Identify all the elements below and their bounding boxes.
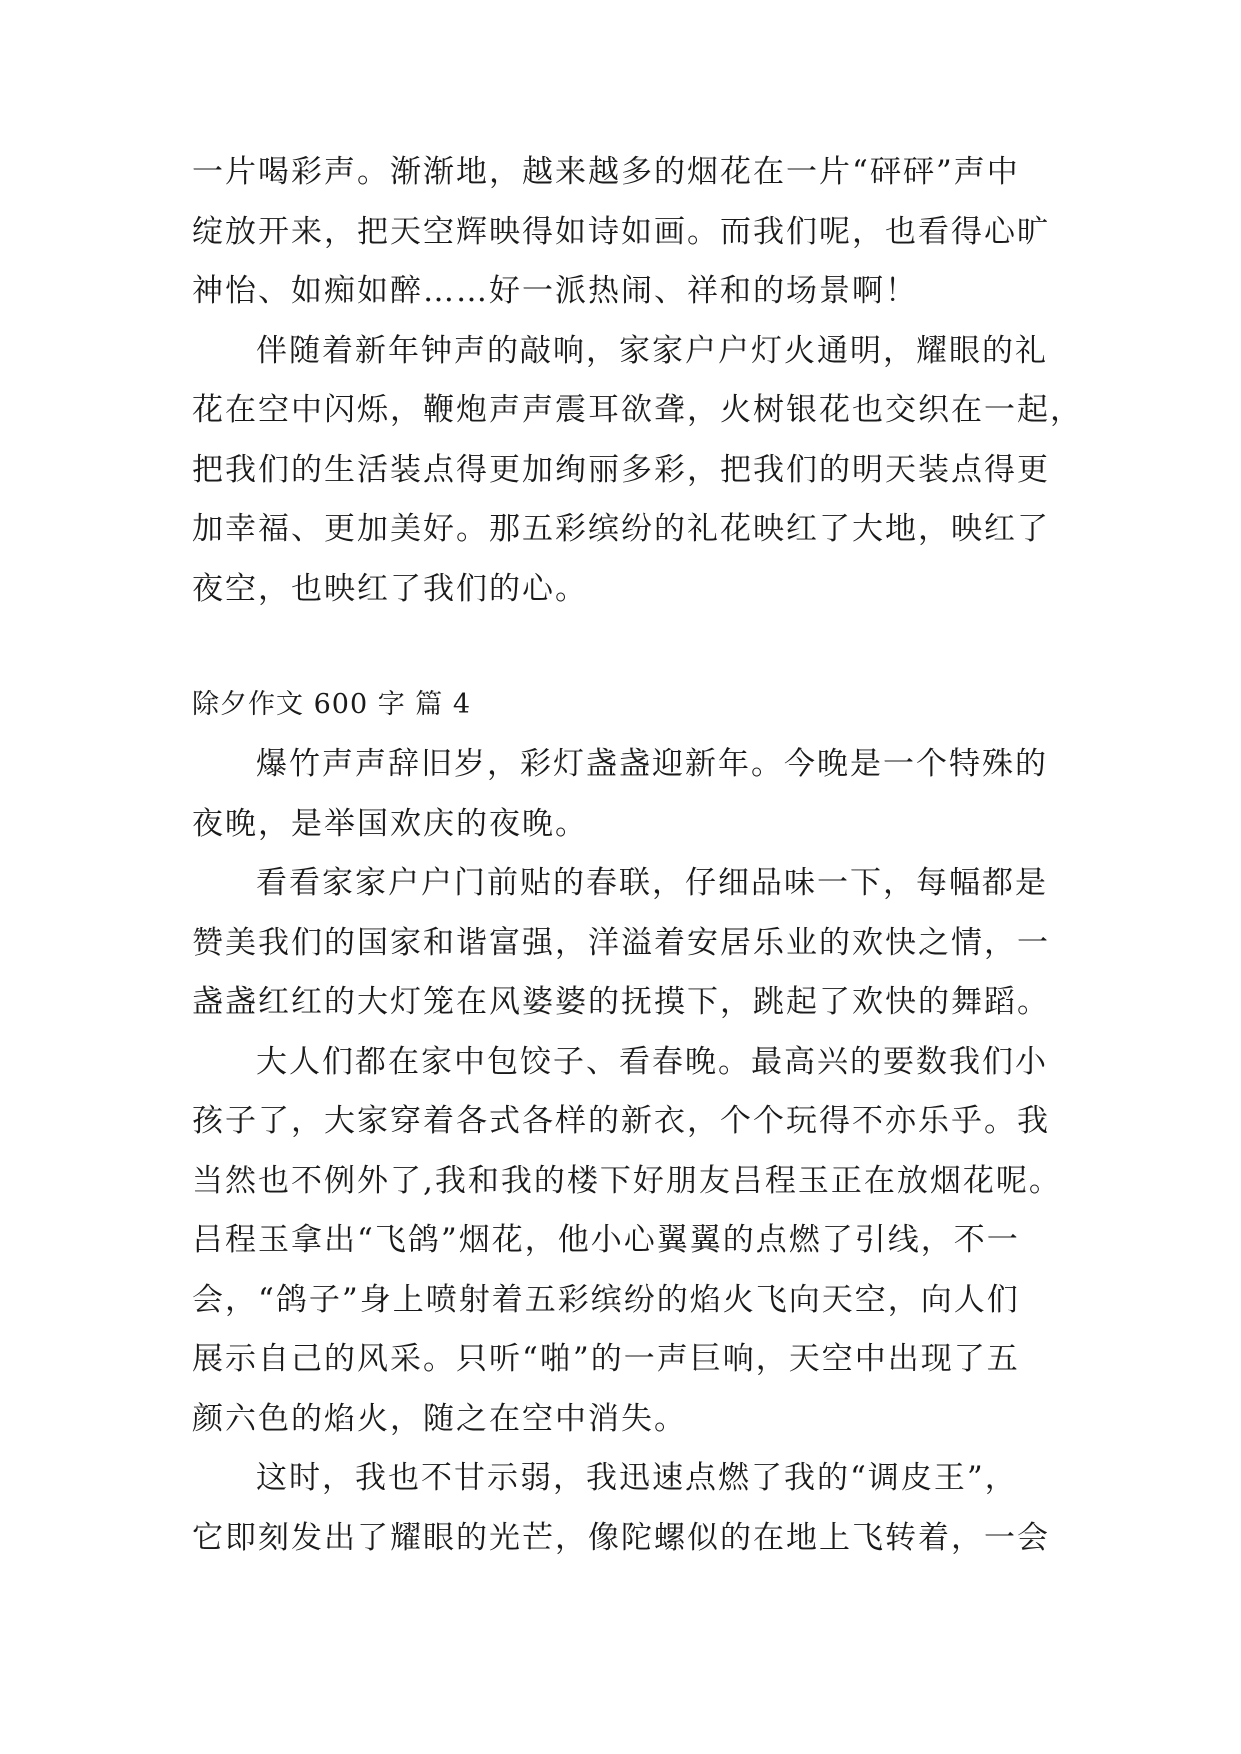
text-line: 赞美我们的国家和谐富强，洋溢着安居乐业的欢快之情，一 [192,925,1050,961]
paragraph-start-line: 看看家家户户门前贴的春联，仔细品味一下，每幅都是 [256,865,1048,901]
text-line: 展示自己的风采。只听“啪”的一声巨响，天空中出现了五 [192,1341,1020,1377]
paragraph-start-line: 爆竹声声辞旧岁，彩灯盏盏迎新年。今晚是一个特殊的 [256,746,1048,782]
text-line: 夜空，也映红了我们的心。 [192,571,588,607]
text-line: 颜六色的焰火，随之在空中消失。 [192,1401,687,1437]
text-line: 夜晚，是举国欢庆的夜晚。 [192,806,588,842]
text-line: 一片喝彩声。渐渐地，越来越多的烟花在一片“砰砰”声中 [192,154,1020,190]
text-line: 会，“鸽子”身上喷射着五彩缤纷的焰火飞向天空，向人们 [192,1282,1020,1318]
text-line: 吕程玉拿出“飞鸽”烟花，他小心翼翼的点燃了引线，不一 [192,1222,1020,1258]
paragraph-start-line: 这时，我也不甘示弱，我迅速点燃了我的“调皮王”， [256,1460,1018,1496]
text-line: 把我们的生活装点得更加绚丽多彩，把我们的明天装点得更 [192,452,1050,488]
paragraph-start-line: 伴随着新年钟声的敲响，家家户户灯火通明，耀眼的礼 [256,333,1048,369]
text-line: 盏盏红红的大灯笼在风婆婆的抚摸下，跳起了欢快的舞蹈。 [192,984,1050,1020]
text-line: 加幸福、更加美好。那五彩缤纷的礼花映红了大地，映红了 [192,511,1050,547]
text-line: 绽放开来，把天空辉映得如诗如画。而我们呢，也看得心旷 [192,214,1050,250]
section-heading: 除夕作文 600 字 篇 4 [192,689,472,720]
text-line: 它即刻发出了耀眼的光芒，像陀螺似的在地上飞转着，一会 [192,1520,1050,1556]
text-line: 孩子了，大家穿着各式各样的新衣，个个玩得不亦乐乎。我 [192,1103,1050,1139]
text-line: 神怡、如痴如醉……好一派热闹、祥和的场景啊！ [192,273,918,309]
paragraph-start-line: 大人们都在家中包饺子、看春晚。最高兴的要数我们小 [256,1044,1048,1080]
text-line: 当然也不例外了,我和我的楼下好朋友吕程玉正在放烟花呢。 [192,1163,1062,1199]
text-line: 花在空中闪烁，鞭炮声声震耳欲聋，火树银花也交织在一起， [192,392,1083,428]
